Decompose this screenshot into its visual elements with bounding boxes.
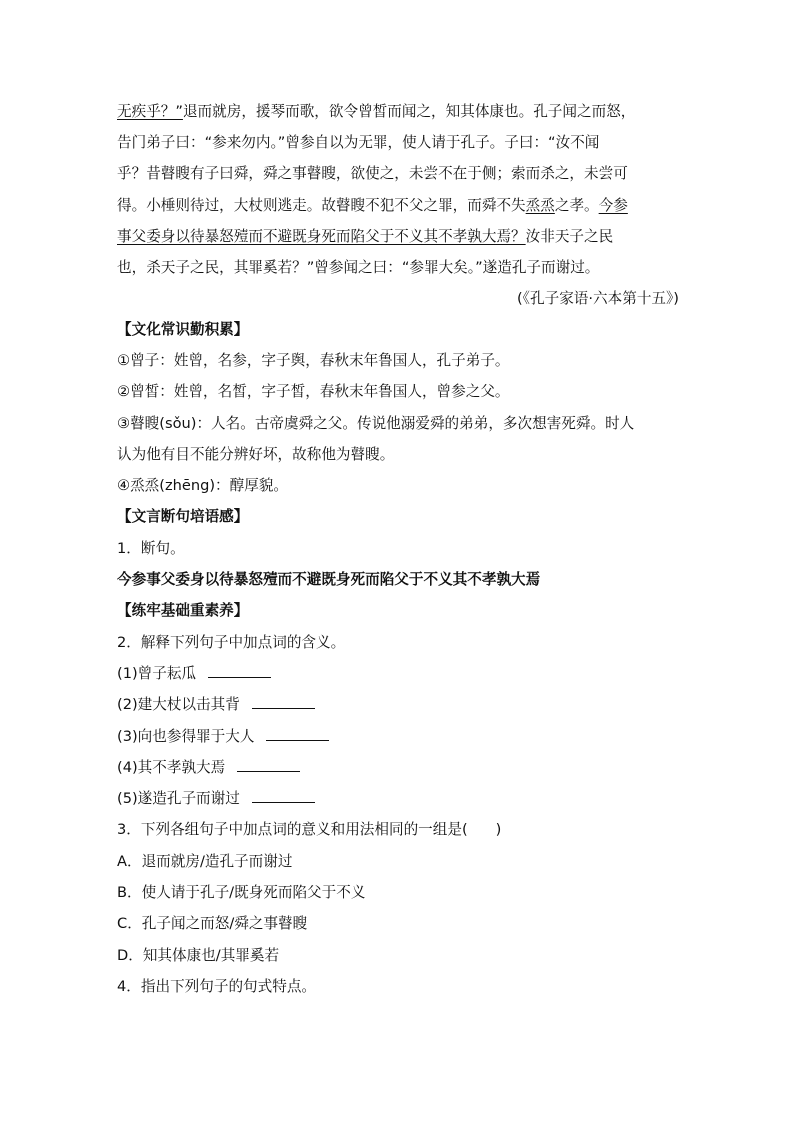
underlined-text: 烝烝: [525, 196, 555, 214]
q2-item-text: (4)其不孝孰大焉: [117, 759, 226, 776]
culture-item: ①曾子：姓曾，名参，字子舆，春秋末年鲁国人，孔子弟子。: [117, 352, 510, 369]
culture-item: 认为他有目不能分辨好坏，故称他为瞽瞍。: [117, 446, 395, 463]
question-3-close: ): [495, 821, 502, 838]
passage-text: 汝非天子之民: [525, 227, 614, 245]
culture-heading: 【文化常识勤积累】: [117, 321, 249, 338]
passage-text: 得。小棰则待过，大杖则逃走。故瞽瞍不犯不父之罪，而舜不失: [117, 196, 526, 214]
answer-blank[interactable]: [208, 663, 271, 678]
passage-line: [117, 96, 679, 127]
passage-text: 退而就房，援琴而歌，欲令曾皙而闻之，知其体康也。孔子闻之而怒，: [182, 103, 636, 120]
underlined-text: 事父委身以待暴怒殪而不避既身死而陷父于不义其不孝孰大焉？: [117, 227, 526, 245]
q2-item: [117, 756, 687, 780]
q2-item: [117, 693, 687, 717]
passage-line: [117, 190, 679, 221]
lianlao-heading: 【练牢基础重素养】: [117, 602, 249, 619]
q2-item-text: (1)曾子耘瓜: [117, 665, 197, 682]
culture-item: ④烝烝(zhēng)：醇厚貌。: [117, 477, 289, 494]
passage-line: 乎？昔瞽瞍有子曰舜，舜之事瞽瞍，欲使之，未尝不在于侧；索而杀之，未尝可: [117, 165, 628, 183]
duanju-sentence: 今参事父委身以待暴怒殪而不避既身死而陷父于不义其不孝孰大焉: [117, 571, 541, 588]
q2-item: [117, 787, 687, 811]
classical-passage: [117, 96, 679, 283]
passage-text: 之孝。: [554, 196, 599, 214]
culture-item: ③瞽瞍(sǒu)：人名。古帝虞舜之父。传说他溺爱舜的弟弟，多次想害死舜。时人: [117, 415, 635, 432]
underlined-text: 无疾乎？”: [117, 103, 183, 120]
question-2: 2．解释下列句子中加点词的含义。: [117, 634, 346, 651]
q3-option-b: B．使人请于孔子/既身死而陷父于不义: [117, 884, 366, 901]
culture-item: ②曾皙：姓曾，名皙，字子皙，春秋末年鲁国人，曾参之父。: [117, 383, 510, 400]
q2-item-text: (3)向也参得罪于大人: [117, 728, 255, 745]
passage-source: (《孔子家语·六本第十五》): [517, 290, 679, 307]
question-1: 1．断句。: [117, 540, 185, 557]
q2-item: [117, 662, 687, 686]
answer-blank[interactable]: [266, 726, 329, 741]
q3-option-c: C．孔子闻之而怒/舜之事瞽瞍: [117, 915, 308, 932]
q2-item-text: (5)遂造孔子而谢过: [117, 790, 240, 807]
q3-option-d: D．知其体康也/其罪奚若: [117, 947, 280, 964]
question-3-text: 3．下列各组句子中加点词的意义和用法相同的一组是(: [117, 821, 468, 838]
q3-option-a: A．退而就房/造孔子而谢过: [117, 853, 293, 870]
question-4: 4．指出下列句子的句式特点。: [117, 978, 317, 995]
q2-item-text: (2)建大杖以击其背: [117, 696, 240, 713]
passage-line: 告门弟子曰：“参来勿内。”曾参自以为无罪，使人请于孔子。子曰：“汝不闻: [117, 134, 600, 152]
answer-blank[interactable]: [237, 757, 300, 772]
q2-item: [117, 725, 687, 749]
question-3: [117, 818, 687, 842]
underlined-text: 今参: [598, 196, 628, 214]
answer-blank[interactable]: [252, 788, 315, 803]
duanju-heading: 【文言断句培语感】: [117, 508, 249, 525]
passage-line: [117, 221, 679, 252]
answer-blank[interactable]: [252, 694, 315, 709]
passage-line: 也，杀天子之民，其罪奚若？”曾参闻之曰：“参罪大矣。”遂造孔子而谢过。: [117, 259, 600, 277]
